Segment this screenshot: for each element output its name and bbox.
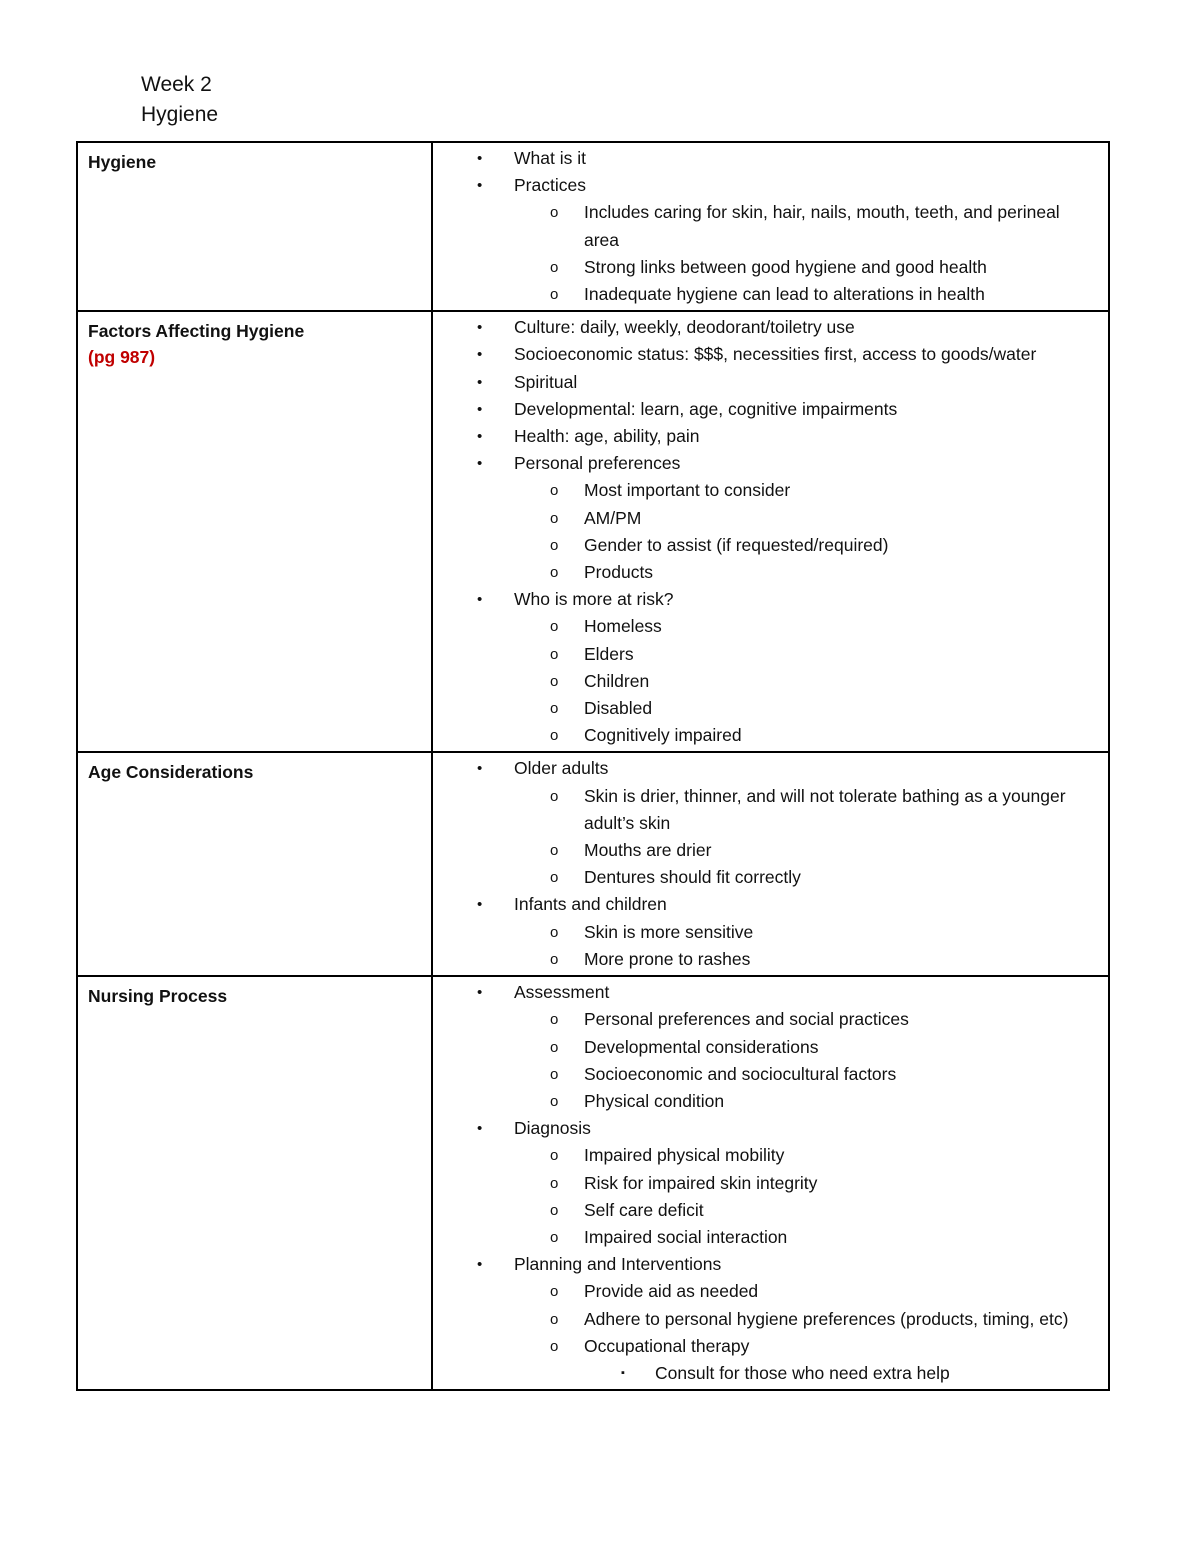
list-item: [433, 341, 1098, 368]
list-item-text: Impaired physical mobility: [584, 1145, 785, 1166]
circle-bullet-icon: o: [550, 1038, 559, 1056]
list-item-text: Includes caring for skin, hair, nails, mouth, teeth, and perineal area: [584, 202, 1060, 250]
list-item: [433, 1061, 1098, 1088]
list-item: [433, 199, 1098, 253]
document-header: [141, 70, 218, 130]
notes-cell: [432, 752, 1109, 976]
notes-cell: [432, 311, 1109, 752]
list-item: [433, 314, 1098, 341]
list-item-text: Products: [584, 562, 654, 583]
week-label: Week 2: [141, 73, 212, 96]
list-item-text: Personal preferences and social practices: [584, 1009, 909, 1030]
list-item-text: Health: age, ability, pain: [514, 426, 700, 447]
list-item-text: Practices: [514, 175, 586, 196]
list-item-text: Socioeconomic status: $$$, necessities first, access to goods/water: [514, 344, 1037, 365]
notes-table-body: [77, 142, 1109, 1390]
list-item-text: Adhere to personal hygiene preferences (products, timing, etc): [584, 1308, 1069, 1329]
list-item-text: Gender to assist (if requested/required): [584, 534, 889, 555]
bullet-icon: •: [477, 1256, 483, 1274]
circle-bullet-icon: o: [550, 482, 559, 500]
list-item: [433, 1170, 1098, 1197]
list-item-text: Dentures should fit correctly: [584, 867, 801, 888]
square-bullet-icon: ▪: [621, 1366, 625, 1379]
list-item: [433, 396, 1098, 423]
bullet-icon: •: [477, 591, 483, 609]
list-item-text: Planning and Interventions: [514, 1254, 722, 1275]
table-row: [77, 142, 1109, 311]
page-reference: (pg 987): [88, 347, 156, 368]
list-item: [433, 1224, 1098, 1251]
table-row: [77, 311, 1109, 752]
topic-cell: [77, 142, 432, 311]
circle-bullet-icon: o: [550, 1201, 559, 1219]
notes-cell: [432, 142, 1109, 311]
list-item: [433, 559, 1098, 586]
list-item-text: Disabled: [584, 698, 653, 719]
list-item-text: Provide aid as needed: [584, 1281, 759, 1302]
circle-bullet-icon: o: [550, 1065, 559, 1083]
list-item: [433, 477, 1098, 504]
list-item: [433, 837, 1098, 864]
circle-bullet-icon: o: [550, 787, 559, 805]
list-item-text: Culture: daily, weekly, deodorant/toiletry use: [514, 317, 855, 338]
circle-bullet-icon: o: [550, 1283, 559, 1301]
list-item-text: Impaired social interaction: [584, 1226, 788, 1247]
list-item-text: Self care deficit: [584, 1199, 704, 1220]
list-item: [433, 505, 1098, 532]
list-item-text: Strong links between good hygiene and good health: [584, 256, 987, 277]
list-item-text: Infants and children: [514, 894, 667, 915]
list-item-text: AM/PM: [584, 507, 642, 528]
list-item-text: Occupational therapy: [584, 1335, 750, 1356]
circle-bullet-icon: o: [550, 286, 559, 304]
list-item: [433, 1278, 1098, 1305]
circle-bullet-icon: o: [550, 727, 559, 745]
list-item: [433, 1306, 1098, 1333]
list-item-text: Inadequate hygiene can lead to alterations in health: [584, 284, 985, 305]
notes-cell: [432, 976, 1109, 1390]
list-item-text: What is it: [514, 148, 586, 168]
list-item-text: Who is more at risk?: [514, 589, 674, 610]
circle-bullet-icon: o: [550, 564, 559, 582]
circle-bullet-icon: o: [550, 536, 559, 554]
list-item: [433, 946, 1098, 973]
circle-bullet-icon: o: [550, 923, 559, 941]
topic-title: Factors Affecting Hygiene: [88, 321, 305, 342]
list-item: [433, 1251, 1098, 1278]
list-item: [433, 864, 1098, 891]
bullet-icon: •: [477, 1120, 483, 1138]
list-item-text: Older adults: [514, 758, 609, 779]
circle-bullet-icon: o: [550, 869, 559, 887]
topic-cell: [77, 976, 432, 1390]
circle-bullet-icon: o: [550, 1228, 559, 1246]
list-item: [433, 668, 1098, 695]
list-item: [433, 613, 1098, 640]
bullet-icon: •: [477, 428, 483, 446]
list-item-text: Developmental: learn, age, cognitive impairments: [514, 398, 898, 419]
list-item-text: Assessment: [514, 982, 610, 1003]
bullet-icon: •: [477, 400, 483, 418]
list-item: [433, 586, 1098, 613]
circle-bullet-icon: o: [550, 1310, 559, 1328]
circle-bullet-icon: o: [550, 618, 559, 636]
list-item: [433, 172, 1098, 199]
list-item: [433, 1115, 1098, 1142]
topic-cell: [77, 311, 432, 752]
list-item: [433, 532, 1098, 559]
list-item: [433, 891, 1098, 918]
list-item: [433, 281, 1098, 308]
circle-bullet-icon: o: [550, 1174, 559, 1192]
list-item-text: More prone to rashes: [584, 948, 751, 969]
circle-bullet-icon: o: [550, 204, 559, 222]
list-item-text: Socioeconomic and sociocultural factors: [584, 1063, 897, 1084]
topic-cell: [77, 752, 432, 976]
list-item: [433, 145, 1098, 172]
list-item: [433, 695, 1098, 722]
circle-bullet-icon: o: [550, 950, 559, 968]
bullet-icon: •: [477, 984, 483, 1002]
list-item: [433, 919, 1098, 946]
list-item: [433, 1088, 1098, 1115]
list-item-text: Risk for impaired skin integrity: [584, 1172, 818, 1193]
circle-bullet-icon: o: [550, 1147, 559, 1165]
list-item: [433, 1006, 1098, 1033]
bullet-icon: •: [477, 319, 483, 337]
list-item: [433, 641, 1098, 668]
list-item: [433, 979, 1098, 1006]
table-row: [77, 752, 1109, 976]
list-item-text: Personal preferences: [514, 453, 681, 474]
circle-bullet-icon: o: [550, 1337, 559, 1355]
list-item: [433, 1360, 1098, 1387]
list-item: [433, 1197, 1098, 1224]
circle-bullet-icon: o: [550, 1092, 559, 1110]
list-item: [433, 1142, 1098, 1169]
topic-title: Nursing Process: [88, 986, 228, 1007]
circle-bullet-icon: o: [550, 842, 559, 860]
list-item-text: Consult for those who need extra help: [655, 1362, 950, 1383]
list-item: [433, 369, 1098, 396]
bullet-icon: •: [477, 150, 483, 167]
bullet-icon: •: [477, 455, 483, 473]
list-item: [433, 254, 1098, 281]
list-item-text: Elders: [584, 643, 634, 664]
circle-bullet-icon: o: [550, 700, 559, 718]
topic-title: Hygiene: [88, 152, 157, 172]
list-item-text: Most important to consider: [584, 480, 791, 501]
list-item-text: Mouths are drier: [584, 840, 712, 861]
list-item: [433, 1333, 1098, 1360]
list-item: [433, 450, 1098, 477]
circle-bullet-icon: o: [550, 509, 559, 527]
list-item: [433, 783, 1098, 837]
list-item-text: Skin is more sensitive: [584, 921, 754, 942]
circle-bullet-icon: o: [550, 258, 559, 276]
list-item: [433, 755, 1098, 782]
bullet-icon: •: [477, 760, 483, 778]
circle-bullet-icon: o: [550, 1011, 559, 1029]
list-item-text: Physical condition: [584, 1090, 725, 1111]
list-item: [433, 423, 1098, 450]
table-row: [77, 976, 1109, 1390]
list-item-text: Diagnosis: [514, 1118, 591, 1139]
topic-title: Age Considerations: [88, 762, 254, 783]
page-title: Hygiene: [141, 103, 219, 126]
list-item-text: Skin is drier, thinner, and will not tolerate bathing as a younger adult’s skin: [584, 785, 1066, 833]
list-item: [433, 722, 1098, 749]
circle-bullet-icon: o: [550, 645, 559, 663]
bullet-icon: •: [477, 896, 483, 914]
list-item-text: Cognitively impaired: [584, 725, 742, 746]
list-item-text: Homeless: [584, 616, 662, 637]
list-item-text: Children: [584, 670, 650, 691]
bullet-icon: •: [477, 177, 483, 195]
bullet-icon: •: [477, 373, 483, 391]
list-item-text: Spiritual: [514, 371, 578, 392]
list-item-text: Developmental considerations: [584, 1036, 819, 1057]
notes-table: [76, 141, 1110, 1391]
bullet-icon: •: [477, 346, 483, 364]
list-item: [433, 1034, 1098, 1061]
circle-bullet-icon: o: [550, 672, 559, 690]
